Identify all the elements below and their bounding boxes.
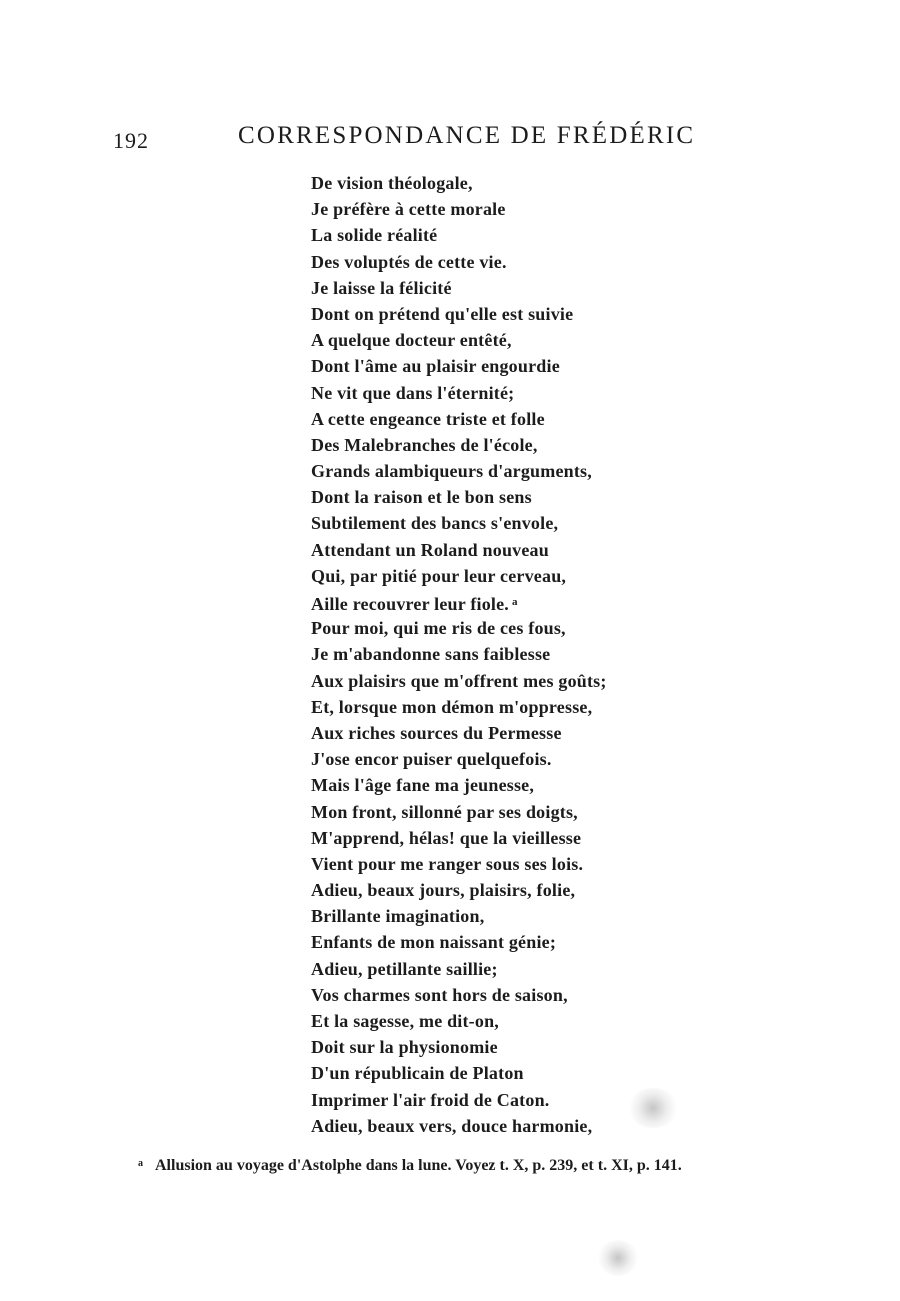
- poem-line-text: Aille recouvrer leur fiole.: [311, 594, 510, 614]
- poem-line: Brillante imagination,: [311, 906, 485, 927]
- poem-line: Vos charmes sont hors de saison,: [311, 984, 568, 1005]
- poem-line: Imprimer l'air froid de Caton.: [311, 1089, 550, 1110]
- poem-line: Aux plaisirs que m'offrent mes goûts;: [311, 670, 607, 691]
- page-number: 192: [113, 128, 149, 153]
- poem-line-with-note: [311, 589, 607, 615]
- poem-line: Je préfère à cette morale: [311, 199, 506, 220]
- poem-line: Et, lorsque mon démon m'oppresse,: [311, 696, 593, 717]
- poem-line: De vision théologale,: [311, 173, 473, 193]
- poem-line: Des voluptés de cette vie.: [311, 251, 507, 272]
- paper-stain: [628, 1088, 678, 1128]
- poem-line: Attendant un Roland nouveau: [311, 539, 549, 560]
- poem-line: Dont la raison et le bon sens: [311, 487, 532, 508]
- footnote-reference-mark: a: [512, 596, 518, 608]
- poem-line: Ne vit que dans l'éternité;: [311, 382, 515, 403]
- poem-line: Adieu, petillante saillie;: [311, 958, 498, 979]
- poem-line: Je m'abandonne sans faiblesse: [311, 644, 551, 665]
- poem-line: D'un républicain de Platon: [311, 1063, 524, 1084]
- poem-line: Grands alambiqueurs d'arguments,: [311, 461, 592, 482]
- footnote-mark: a: [138, 1158, 143, 1169]
- running-head: CORRESPONDANCE DE FRÉDÉRIC: [238, 122, 696, 149]
- poem-line: Enfants de mon naissant génie;: [311, 932, 557, 953]
- poem-line: Subtilement des bancs s'envole,: [311, 513, 559, 534]
- poem-line: Mon front, sillonné par ses doigts,: [311, 801, 578, 822]
- poem-line: Adieu, beaux vers, douce harmonie,: [311, 1115, 593, 1136]
- poem-line: Adieu, beaux jours, plaisirs, folie,: [311, 880, 576, 901]
- poem-line: Dont l'âme au plaisir engourdie: [311, 356, 560, 377]
- poem-body: [311, 170, 607, 1139]
- poem-line: J'ose encor puiser quelquefois.: [311, 749, 552, 770]
- paper-stain: [598, 1240, 638, 1276]
- poem-line: Doit sur la physionomie: [311, 1037, 498, 1058]
- poem-line: Mais l'âge fane ma jeunesse,: [311, 775, 535, 796]
- poem-line: A cette engeance triste et folle: [311, 408, 545, 429]
- poem-line: Dont on prétend qu'elle est suivie: [311, 303, 574, 324]
- poem-line: La solide réalité: [311, 225, 438, 246]
- poem-line: Et la sagesse, me dit-on,: [311, 1011, 499, 1031]
- poem-line: M'apprend, hélas! que la vieillesse: [311, 827, 582, 848]
- footnote-text: Allusion au voyage d'Astolphe dans la lune. Voyez t. X, p. 239, et t. XI, p. 141.: [155, 1157, 682, 1174]
- poem-line: Vient pour me ranger sous ses lois.: [311, 853, 584, 874]
- poem-line: Je laisse la félicité: [311, 277, 452, 298]
- poem-line: Des Malebranches de l'école,: [311, 434, 538, 455]
- footnote: [138, 1157, 682, 1175]
- poem-line: A quelque docteur entêté,: [311, 330, 512, 351]
- poem-line: Aux riches sources du Permesse: [311, 722, 562, 743]
- poem-line: Pour moi, qui me ris de ces fous,: [311, 618, 566, 639]
- poem-line: Qui, par pitié pour leur cerveau,: [311, 565, 567, 586]
